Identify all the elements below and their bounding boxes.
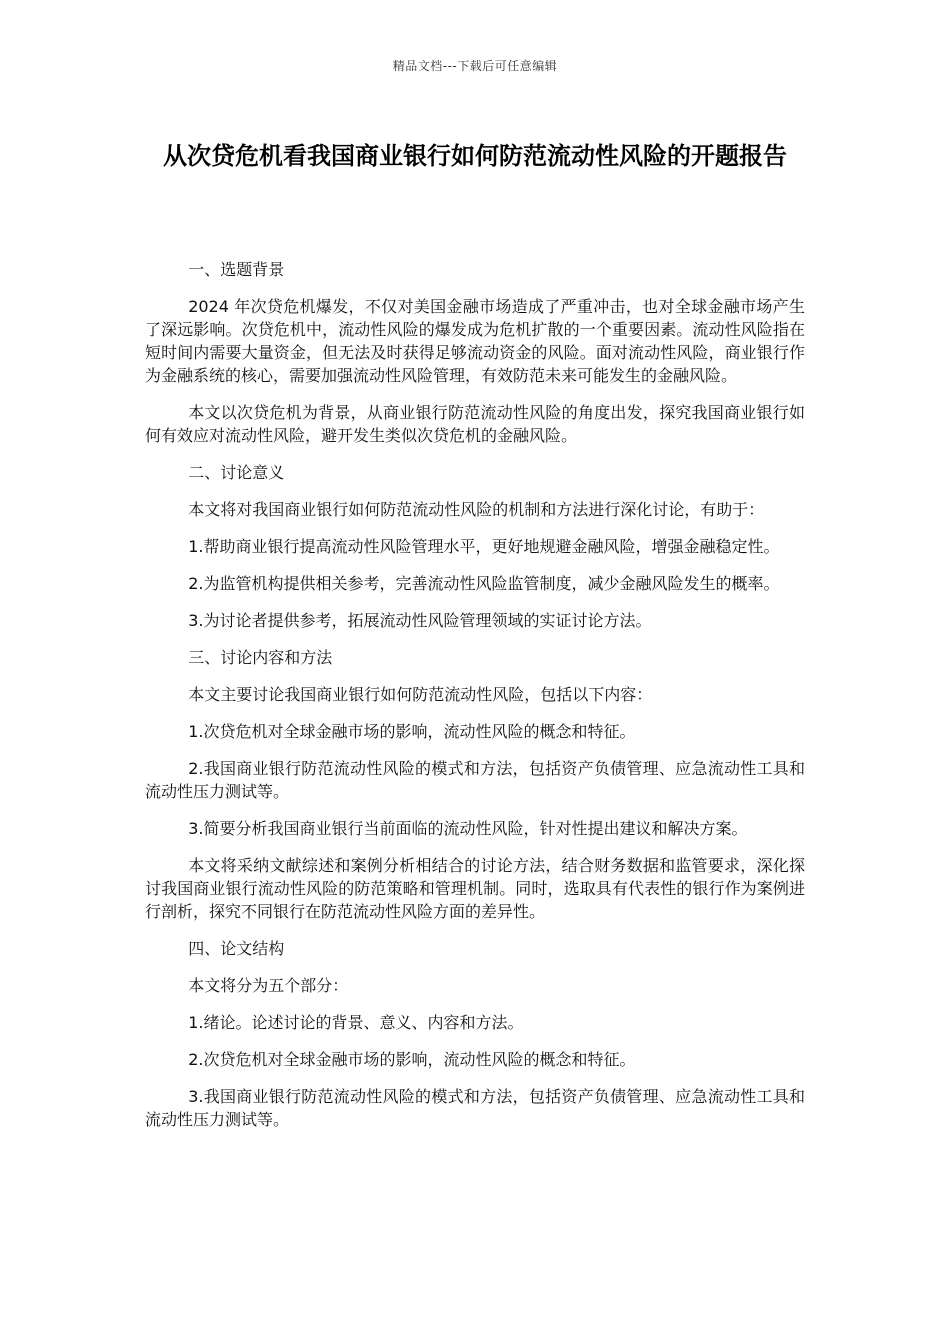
paragraph: 本文将采纳文献综述和案例分析相结合的讨论方法，结合财务数据和监管要求，深化探讨我国商业银行流动性风险的防范策略和管理机制。同时，选取具有代表性的银行作为案例进行剖析，探究不同银行在防范流动性风险方面的差异性。	[145, 856, 805, 921]
paragraph: 本文将分为五个部分：	[188, 976, 349, 995]
list-item: 2.为监管机构提供相关参考，完善流动性风险监管制度，减少金融风险发生的概率。	[188, 574, 780, 593]
section-heading-background: 一、选题背景	[188, 260, 285, 279]
paragraph: 本文将对我国商业银行如何防范流动性风险的机制和方法进行深化讨论，有助于：	[188, 500, 765, 519]
document-title: 从次贷危机看我国商业银行如何防范流动性风险的开题报告	[163, 142, 787, 170]
list-item: 3.为讨论者提供参考，拓展流动性风险管理领域的实证讨论方法。	[188, 611, 652, 630]
list-item: 1.次贷危机对全球金融市场的影响，流动性风险的概念和特征。	[188, 722, 636, 741]
list-item: 2.次贷危机对全球金融市场的影响，流动性风险的概念和特征。	[188, 1050, 636, 1069]
paragraph: 本文以次贷危机为背景，从商业银行防范流动性风险的角度出发，探究我国商业银行如何有效应对流动性风险，避开发生类似次贷危机的金融风险。	[145, 403, 805, 445]
section-heading-structure: 四、论文结构	[188, 939, 285, 958]
list-item: 1.帮助商业银行提高流动性风险管理水平，更好地规避金融风险，增强金融稳定性。	[188, 537, 780, 556]
list-item: 3.简要分析我国商业银行当前面临的流动性风险，针对性提出建议和解决方案。	[188, 819, 748, 838]
list-item: 1.绪论。论述讨论的背景、意义、内容和方法。	[188, 1013, 524, 1032]
paragraph: 2024 年次贷危机爆发，不仅对美国金融市场造成了严重冲击，也对全球金融市场产生了深远影响。次贷危机中，流动性风险的爆发成为危机扩散的一个重要因素。流动性风险指在短时间内需要大量资金，但无法及时获得足够流动资金的风险。面对流动性风险，商业银行作为金融系统的核心，需要加强流动性风险管理，有效防范未来可能发生的金融风险。	[145, 297, 805, 385]
paragraph: 本文主要讨论我国商业银行如何防范流动性风险，包括以下内容：	[188, 685, 653, 704]
section-heading-significance: 二、讨论意义	[188, 463, 285, 482]
list-item: 2.我国商业银行防范流动性风险的模式和方法，包括资产负债管理、应急流动性工具和流动性压力测试等。	[145, 759, 805, 801]
document-body	[145, 258, 805, 1145]
document-header-note: 精品文档---下载后可任意编辑	[392, 59, 558, 73]
list-item: 3.我国商业银行防范流动性风险的模式和方法，包括资产负债管理、应急流动性工具和流动性压力测试等。	[145, 1087, 805, 1129]
section-heading-content-methods: 三、讨论内容和方法	[188, 648, 333, 667]
